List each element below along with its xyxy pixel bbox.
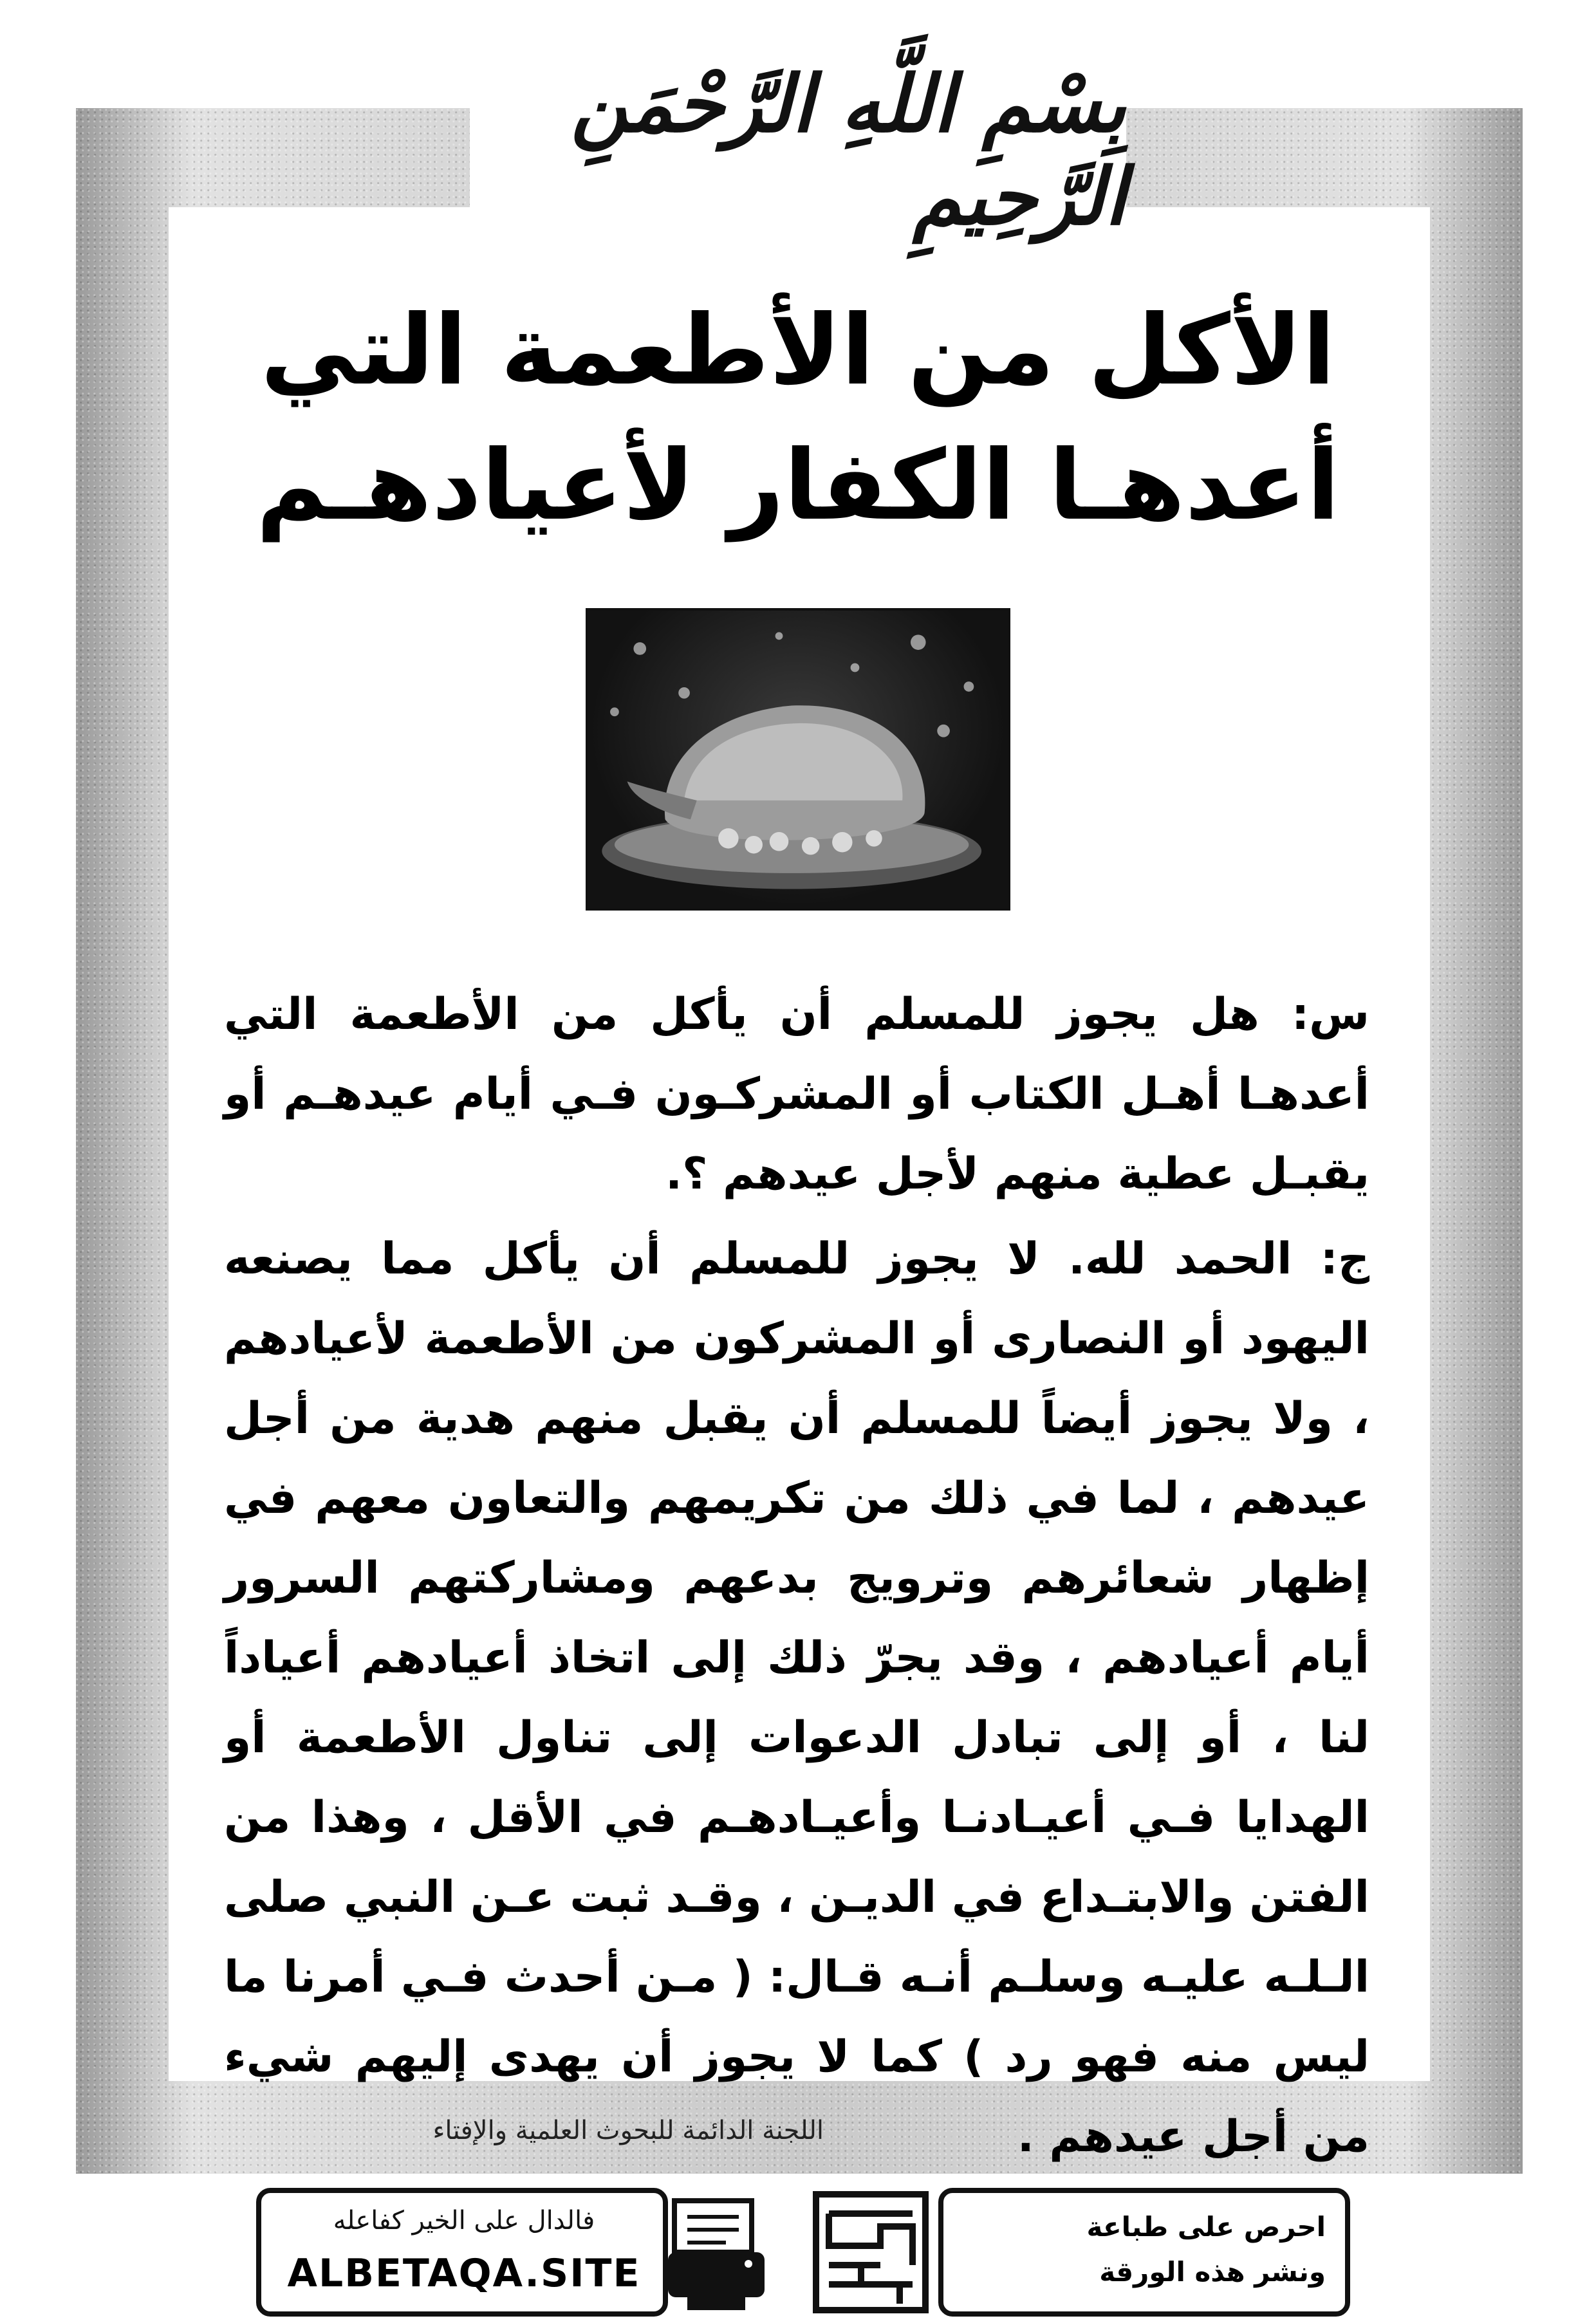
- answer-text: ج: الحمد لله. لا يجوز للمسلم أن يأكل مما يصنعه اليهود أو النصارى أو المشركون من الأطعمة لأعيادهم ، ولا يجوز أيضاً للمسلم أن يقبل منهم هدية من أجل عيدهم ، لما في ذلك من تكريمهم والتعاون معهم في إظهار شعائرهم وترويج بدعهم ومشاركتهم السرور أيام أعيادهم ، وقد يجرّ ذلك إلى اتخاذ أعيادهم أعياداً لنا ، أو إلى تبادل الدعوات إلى تناول الأطعمة أو الهدايا فـي أعيـادنـا وأعيـادهـم في الأقل ، وهذا من الفتن والابتـداع في الديـن ، وقـد ثبت عـن النبي صلى الـلـه عليـه وسلـم أنـه قـال: ( مـن أحدث فـي أمرنا ما ليس منه فهو رد ) كما لا يجوز أن يهدى إليهم شيء من أجل عيدهم .: [224, 1234, 1369, 2162]
- page-title-line-2: أعدهـا الكفار لأعيادهـم: [256, 430, 1340, 542]
- promo-line-1: احرص على طباعة: [1086, 2211, 1326, 2243]
- dawah-paper-logo: [816, 2194, 925, 2310]
- promo-line-2: ونشر هذه الورقة: [1099, 2256, 1326, 2288]
- source-attribution: اللجنة الدائمة للبحوث العلمية والإفتاء: [432, 2116, 824, 2145]
- page-title-line-1: الأكل من الأطعمة التي: [260, 295, 1336, 407]
- promo-box: [938, 2188, 1350, 2317]
- roast-turkey-illustration: [588, 611, 1008, 908]
- footer-tagline: فالدال على الخير كفاعله: [333, 2206, 595, 2235]
- site-link[interactable]: ALBETAQA.SITE: [287, 2251, 641, 2296]
- footer-banner: [256, 2188, 1350, 2323]
- footer-icons: [668, 2188, 938, 2317]
- question-text: س: هل يجوز للمسلم أن يأكل من الأطعمة التي أعدهـا أهـل الكتاب أو المشركـون فـي أيام عيدهـم أو يقبـل عطية منهم لأجل عيدهم ؟.: [224, 989, 1369, 1199]
- roast-turkey-photo: [586, 608, 1010, 911]
- site-box: [256, 2188, 668, 2317]
- basmala-calligraphy: بِسْمِ اللَّهِ الرَّحْمَنِ الرَّحِيمِ: [571, 57, 1126, 243]
- printer-icon: [668, 2188, 938, 2317]
